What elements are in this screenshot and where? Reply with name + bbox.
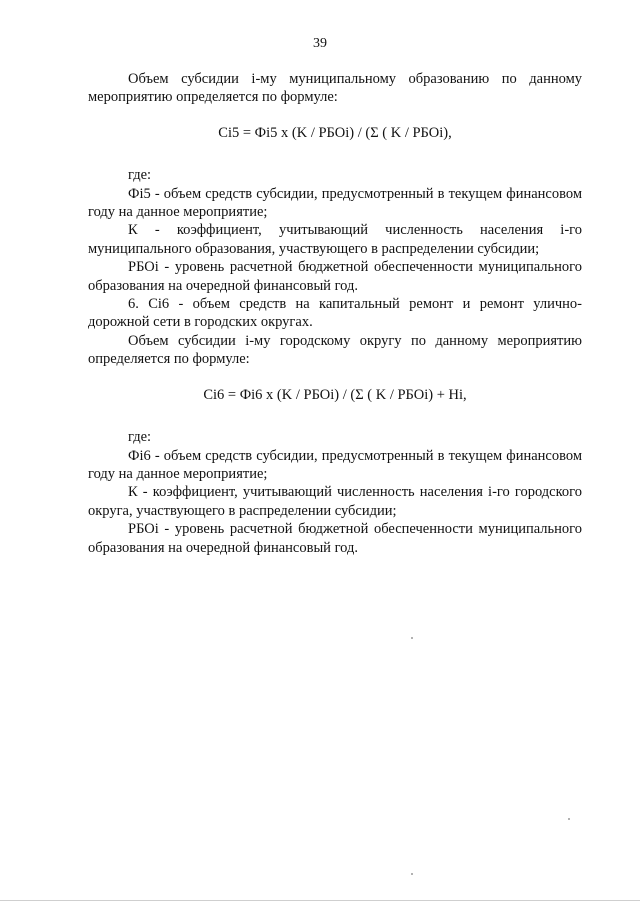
definition-fi5: Фi5 - объем средств субсидии, предусмотренный в текущем финансовом году на данное мероприятие; [88,185,582,221]
formula-ci5: Ci5 = Фi5 x (K / РБОi) / (Σ ( K / РБОi), [218,124,452,141]
paragraph-intro-formula-6: Объем субсидии i-му городскому округу по данному мероприятию определяется по формуле: [88,332,582,368]
scan-edge-line [0,900,640,901]
definition-k-municipal: К - коэффициент, учитывающий численность населения i-го муниципального образования, участвующего в распределении субсидии; [88,222,582,257]
formula-ci6: Ci6 = Фi6 x (K / РБОi) / (Σ ( K / РБОi) + Hi, [203,386,467,403]
item-6-ci6: 6. Ci6 - объем средств на капитальный ремонт и ремонт улично-дорожной сети в городских округах. [88,296,582,331]
paragraph-intro-formula-5: Объем субсидии i-му муниципальному образованию по данному мероприятию определяется по формуле: [88,71,582,106]
scan-speck [411,637,413,639]
definition-rboi-1: РБОi - уровень расчетной бюджетной обеспеченности муниципального образования на очередной финансовый год. [88,259,582,294]
page-number: 39 [313,36,327,51]
paragraph-where-1: где: [128,167,152,184]
definition-k-city: К - коэффициент, учитывающий численность населения i-го городского округа, участвующего в распределении субсидии; [88,484,582,519]
scan-speck [568,818,570,820]
paragraph-where-2: где: [128,429,152,446]
document-body [88,70,582,557]
scan-speck [411,873,413,875]
definition-fi6: Фi6 - объем средств субсидии, предусмотренный в текущем финансовом году на данное мероприятие; [88,447,582,482]
definition-rboi-2: РБОi - уровень расчетной бюджетной обеспеченности муниципального образования на очередной финансовый год. [88,521,582,556]
